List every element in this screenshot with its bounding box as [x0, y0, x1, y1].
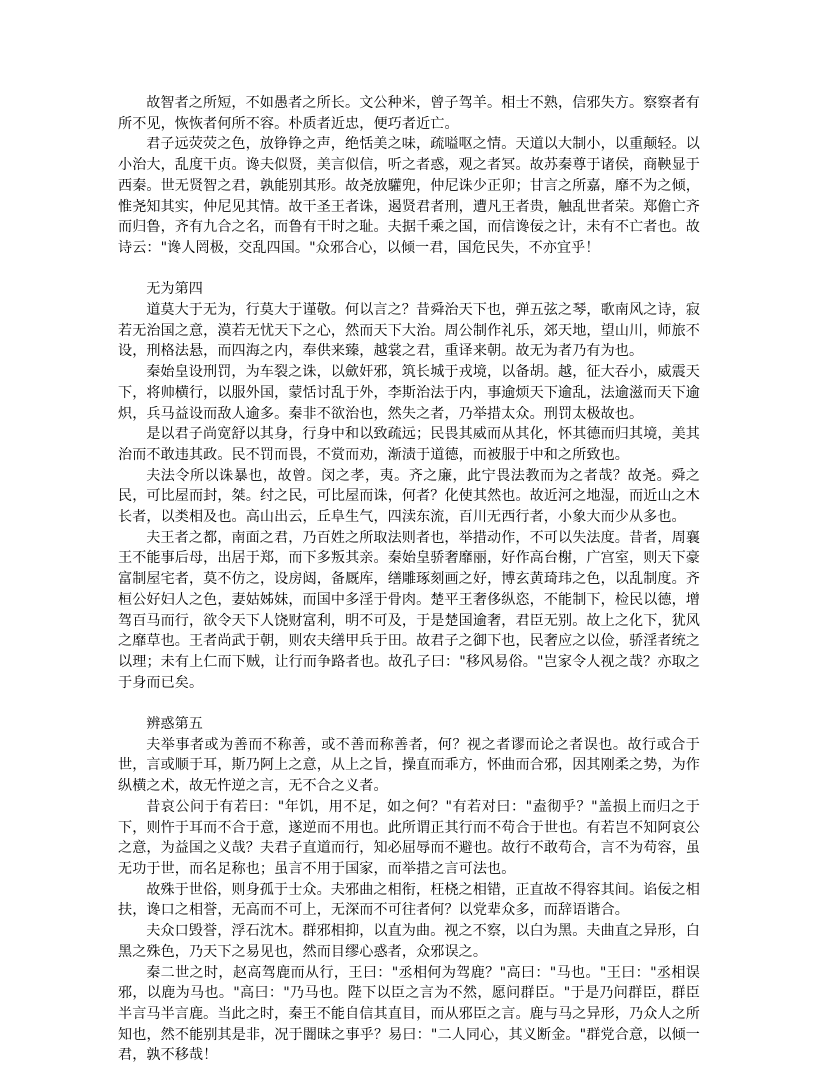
paragraph: 秦二世之时，赵高驾鹿而从行，王曰："丞相何为驾鹿？"高曰："马也。"王曰："丞相误邪，以鹿为马也。"高曰："乃马也。陛下以臣之言为不然，愿问群臣。"于是乃问群臣，群臣半言马半言鹿。当此之时，秦王不能自信其直目，而从邪臣之言。鹿与马之异形，乃众人之所知也，然不能别其是非，况于闇昧之事乎？易曰："二人同心，其义断金。"群党合意，以倾一君，孰不移哉！ — [118, 963, 700, 1066]
paragraph: 昔哀公问于有若曰："年饥，用不足，如之何？"有若对曰："盍彻乎？"盖损上而归之于下，则忤于耳而不合于意，遂逆而不用也。此所谓正其行而不苟合于世也。有若岂不知阿哀公之意，为益国之义哉？夫君子直道而行，知必屈辱而不避也。故行不敢苟合，言不为苟容，虽无功于世，而名足称也；虽言不用于国家，而举措之言可法也。 — [118, 797, 700, 880]
section-gap — [118, 693, 700, 714]
section-heading: 辨惑第五 — [118, 714, 700, 735]
paragraph: 夫法令所以诛暴也，故曾。闵之孝，夷。齐之廉，此宁畏法教而为之者哉？故尧。舜之民，可比屋而封，桀。纣之民，可比屋而诛，何者？化使其然也。故近河之地湿，而近山之木长者，以类相及也。高山出云，丘阜生气，四渎东流，百川无西行者，小象大而少从多也。 — [118, 466, 700, 528]
paragraph: 故殊于世俗，则身孤于士众。夫邪曲之相衔，枉桡之相错，正直故不得容其间。谄佞之相扶，谗口之相誉，无高而不可上，无深而不可往者何？以党辈众多，而辞语谐合。 — [118, 880, 700, 921]
section-gap — [118, 259, 700, 280]
paragraph: 故智者之所短，不如愚者之所长。文公种米，曾子驾羊。相士不熟，信邪失方。察察者有所不见，恢恢者何所不容。朴质者近忠，便巧者近亡。 — [118, 93, 700, 134]
paragraph: 夫王者之都，南面之君，乃百姓之所取法则者也，举措动作，不可以失法度。昔者，周襄王不能事后母，出居于郑，而下多叛其亲。秦始皇骄奢靡丽，好作高台榭，广宫室，则天下豪富制屋宅者，莫不仿之，设房闼，备厩库，缮雕琢刻画之好，博玄黄琦玮之色，以乱制度。齐桓公好妇人之色，妻姑姊妹，而国中多淫于骨肉。楚平王奢侈纵恣，不能制下，检民以德，增驾百马而行，欲令天下人饶财富利，明不可及，于是楚国逾奢，君臣无别。故上之化下，犹风之靡草也。王者尚武于朝，则农夫缮甲兵于田。故君子之御下也，民奢应之以俭，骄淫者统之以理；未有上仁而下贼，让行而争路者也。故孔子曰："移风易俗。"岂家令人视之哉？亦取之于身而已矣。 — [118, 528, 700, 694]
paragraph: 君子远荧荧之色，放铮铮之声，绝恬美之味，疏嗌呕之情。天道以大制小，以重颠轻。以小治大，乱度干贞。谗夫似贤，美言似信，听之者惑，观之者冥。故苏秦尊于诸侯，商鞅显于西秦。世无贤智之君，孰能别其形。故尧放驩兜，仲尼诛少正卯；甘言之所嘉，靡不为之倾，惟尧知其实，仲尼见其情。故干圣王者诛，遏贤君者刑，遭凡王者贵，触乱世者荣。郑儋亡齐而归鲁，齐有九合之名，而鲁有干时之耻。夫据千乘之国，而信谗佞之计，未有不亡者也。故诗云："谗人罔极，交乱四国。"众邪合心，以倾一君，国危民失，不亦宜乎！ — [118, 134, 700, 258]
paragraph: 道莫大于无为，行莫大于谨敬。何以言之？昔舜治天下也，弹五弦之琴，歌南风之诗，寂若无治国之意，漠若无忧天下之心，然而天下大治。周公制作礼乐，郊天地，望山川，师旅不设，刑格法悬，而四海之内，奉供来臻，越裳之君，重译来朝。故无为者乃有为也。 — [118, 300, 700, 362]
document-page — [118, 93, 700, 1066]
section-heading: 无为第四 — [118, 279, 700, 300]
paragraph: 是以君子尚宽舒以其身，行身中和以致疏远；民畏其威而从其化，怀其德而归其境，美其治而不敢违其政。民不罚而畏，不赏而劝，渐渍于道德，而被服于中和之所致也。 — [118, 424, 700, 465]
paragraph: 秦始皇设刑罚，为车裂之诛，以歛奸邪，筑长城于戎境，以备胡。越，征大吞小，威震天下，将帅横行，以服外国，蒙恬讨乱于外，李斯治法于内，事逾烦天下逾乱，法逾滋而天下逾炽，兵马益设而敌人逾多。秦非不欲治也，然失之者，乃举措太众。刑罚太极故也。 — [118, 362, 700, 424]
paragraph: 夫举事者或为善而不称善，或不善而称善者，何？视之者谬而论之者误也。故行或合于世，言或顺于耳，斯乃阿上之意，从上之旨，操直而乖方，怀曲而合邪，因其刚柔之势，为作纵横之术，故无忤逆之言，无不合之义者。 — [118, 735, 700, 797]
paragraph: 夫众口毁誉，浮石沈木。群邪相抑，以直为曲。视之不察，以白为黑。夫曲直之异形，白黑之殊色，乃天下之易见也，然而目缪心惑者，众邪误之。 — [118, 921, 700, 962]
